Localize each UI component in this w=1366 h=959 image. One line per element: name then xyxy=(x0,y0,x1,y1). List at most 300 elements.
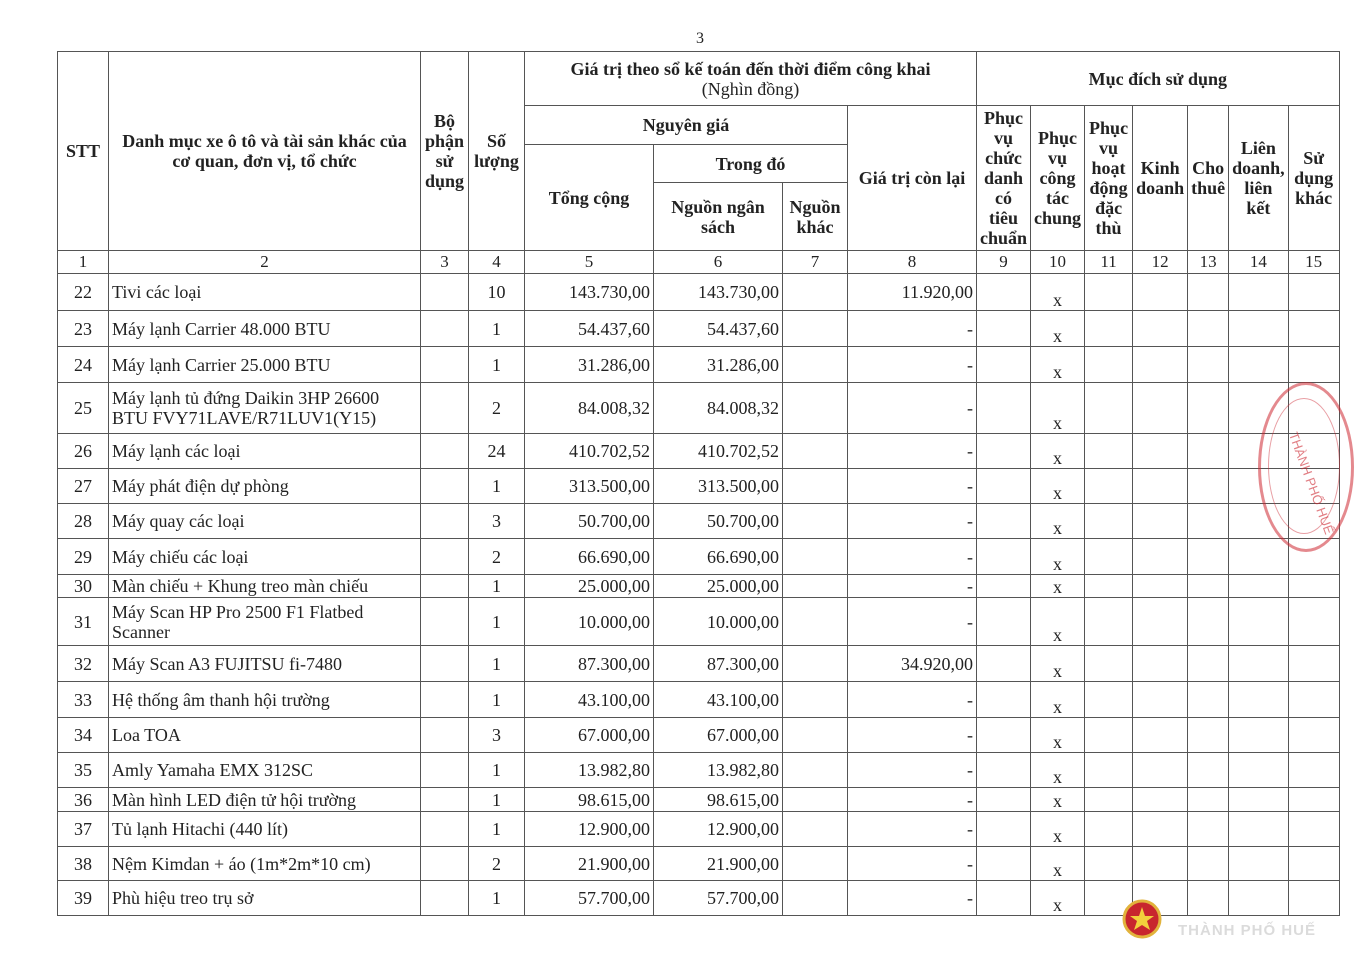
table-row xyxy=(58,812,1340,847)
total-cell: 66.690,00 xyxy=(525,539,654,575)
purpose-14-cell xyxy=(1229,598,1289,646)
total-cell: 43.100,00 xyxy=(525,682,654,718)
other-source-cell xyxy=(783,753,848,788)
column-number: 3 xyxy=(421,251,469,274)
purpose-14-cell xyxy=(1229,274,1289,311)
column-number: 9 xyxy=(977,251,1031,274)
other-source-cell xyxy=(783,646,848,682)
budget-source-cell: 143.730,00 xyxy=(654,274,783,311)
other-source-cell xyxy=(783,539,848,575)
purpose-15-cell xyxy=(1288,682,1339,718)
stt-cell: 24 xyxy=(58,347,109,383)
purpose-12-cell xyxy=(1133,753,1188,788)
total-cell: 313.500,00 xyxy=(525,469,654,504)
department-cell xyxy=(421,504,469,539)
purpose-11-cell xyxy=(1085,469,1133,504)
purpose-9-cell xyxy=(977,347,1031,383)
table-row xyxy=(58,383,1340,434)
purpose-13-cell xyxy=(1188,646,1229,682)
table-row xyxy=(58,646,1340,682)
budget-source-cell: 50.700,00 xyxy=(654,504,783,539)
purpose-13-cell xyxy=(1188,469,1229,504)
total-cell: 10.000,00 xyxy=(525,598,654,646)
remaining-value-cell: - xyxy=(848,434,977,469)
department-cell xyxy=(421,383,469,434)
purpose-11-cell xyxy=(1085,575,1133,598)
header-of-which: Trong đó xyxy=(654,145,848,183)
column-number: 14 xyxy=(1229,251,1289,274)
stt-cell: 26 xyxy=(58,434,109,469)
header-remaining-value: Giá trị còn lại xyxy=(848,106,977,251)
stt-cell: 31 xyxy=(58,598,109,646)
purpose-11-cell xyxy=(1085,383,1133,434)
total-cell: 410.702,52 xyxy=(525,434,654,469)
other-source-cell xyxy=(783,881,848,916)
table-header xyxy=(58,52,1340,274)
other-source-cell xyxy=(783,847,848,881)
other-source-cell xyxy=(783,718,848,753)
budget-source-cell: 87.300,00 xyxy=(654,646,783,682)
budget-source-cell: 21.900,00 xyxy=(654,847,783,881)
purpose-11-cell xyxy=(1085,311,1133,347)
asset-name-cell: Nệm Kimdan + áo (1m*2m*10 cm) xyxy=(109,847,421,881)
other-source-cell xyxy=(783,434,848,469)
purpose-12-cell xyxy=(1133,598,1188,646)
purpose-13-cell xyxy=(1188,812,1229,847)
budget-source-cell: 13.982,80 xyxy=(654,753,783,788)
purpose-10-cell: x xyxy=(1031,504,1085,539)
table-row xyxy=(58,434,1340,469)
stt-cell: 25 xyxy=(58,383,109,434)
budget-source-cell: 98.615,00 xyxy=(654,788,783,812)
quantity-cell: 1 xyxy=(469,646,525,682)
header-purpose-10: Phục vụ công tác chung xyxy=(1031,106,1085,251)
purpose-14-cell xyxy=(1229,847,1289,881)
purpose-14-cell xyxy=(1229,646,1289,682)
purpose-14-cell xyxy=(1229,788,1289,812)
department-cell xyxy=(421,274,469,311)
header-stt: STT xyxy=(58,52,109,251)
purpose-13-cell xyxy=(1188,539,1229,575)
asset-name-cell: Amly Yamaha EMX 312SC xyxy=(109,753,421,788)
purpose-11-cell xyxy=(1085,347,1133,383)
purpose-15-cell xyxy=(1288,812,1339,847)
purpose-11-cell xyxy=(1085,598,1133,646)
purpose-13-cell xyxy=(1188,847,1229,881)
quantity-cell: 1 xyxy=(469,598,525,646)
other-source-cell xyxy=(783,311,848,347)
purpose-11-cell xyxy=(1085,434,1133,469)
other-source-cell xyxy=(783,812,848,847)
remaining-value-cell: 34.920,00 xyxy=(848,646,977,682)
other-source-cell xyxy=(783,504,848,539)
header-department: Bộ phận sử dụng xyxy=(421,52,469,251)
budget-source-cell: 25.000,00 xyxy=(654,575,783,598)
purpose-13-cell xyxy=(1188,682,1229,718)
purpose-9-cell xyxy=(977,682,1031,718)
header-purpose-9: Phục vụ chức danh có tiêu chuẩn xyxy=(977,106,1031,251)
purpose-13-cell xyxy=(1188,598,1229,646)
header-other-source: Nguồn khác xyxy=(783,183,848,251)
purpose-15-cell xyxy=(1288,718,1339,753)
quantity-cell: 1 xyxy=(469,575,525,598)
remaining-value-cell: - xyxy=(848,539,977,575)
stt-cell: 23 xyxy=(58,311,109,347)
purpose-12-cell xyxy=(1133,311,1188,347)
stt-cell: 32 xyxy=(58,646,109,682)
total-cell: 57.700,00 xyxy=(525,881,654,916)
purpose-11-cell xyxy=(1085,504,1133,539)
asset-name-line-1: Máy lạnh tủ đứng Daikin 3HP 26600 xyxy=(112,388,380,408)
header-quantity: Số lượng xyxy=(469,52,525,251)
table-row xyxy=(58,847,1340,881)
department-cell xyxy=(421,847,469,881)
purpose-9-cell xyxy=(977,812,1031,847)
purpose-14-cell xyxy=(1229,753,1289,788)
purpose-12-cell xyxy=(1133,812,1188,847)
table-row xyxy=(58,311,1340,347)
purpose-9-cell xyxy=(977,718,1031,753)
header-original-price: Nguyên giá xyxy=(525,106,848,145)
header-purpose-12: Kinh doanh xyxy=(1133,106,1188,251)
quantity-cell: 24 xyxy=(469,434,525,469)
book-value-unit: (Nghìn đồng) xyxy=(701,78,800,99)
purpose-12-cell xyxy=(1133,347,1188,383)
column-number: 2 xyxy=(109,251,421,274)
purpose-9-cell xyxy=(977,311,1031,347)
department-cell xyxy=(421,598,469,646)
table-row xyxy=(58,575,1340,598)
purpose-13-cell xyxy=(1188,753,1229,788)
purpose-13-cell xyxy=(1188,274,1229,311)
remaining-value-cell: - xyxy=(848,788,977,812)
purpose-9-cell xyxy=(977,847,1031,881)
quantity-cell: 1 xyxy=(469,753,525,788)
quantity-cell: 1 xyxy=(469,682,525,718)
purpose-10-cell: x xyxy=(1031,311,1085,347)
asset-name-cell: Tủ lạnh Hitachi (440 lít) xyxy=(109,812,421,847)
purpose-9-cell xyxy=(977,881,1031,916)
purpose-10-cell: x xyxy=(1031,788,1085,812)
remaining-value-cell: - xyxy=(848,347,977,383)
purpose-15-cell xyxy=(1288,847,1339,881)
book-value-title: Giá trị theo sổ kế toán đến thời điểm công khai xyxy=(570,58,931,79)
table-row xyxy=(58,753,1340,788)
quantity-cell: 3 xyxy=(469,504,525,539)
purpose-10-cell: x xyxy=(1031,539,1085,575)
purpose-10-cell: x xyxy=(1031,347,1085,383)
purpose-13-cell xyxy=(1188,311,1229,347)
other-source-cell xyxy=(783,347,848,383)
purpose-12-cell xyxy=(1133,274,1188,311)
purpose-13-cell xyxy=(1188,383,1229,434)
table-row xyxy=(58,347,1340,383)
quantity-cell: 1 xyxy=(469,469,525,504)
stt-cell: 38 xyxy=(58,847,109,881)
total-cell: 67.000,00 xyxy=(525,718,654,753)
purpose-10-cell: x xyxy=(1031,274,1085,311)
purpose-15-cell xyxy=(1288,788,1339,812)
budget-source-cell: 66.690,00 xyxy=(654,539,783,575)
table-row xyxy=(58,274,1340,311)
header-purpose-15: Sử dụng khác xyxy=(1288,106,1339,251)
purpose-15-cell xyxy=(1288,575,1339,598)
remaining-value-cell: - xyxy=(848,598,977,646)
purpose-11-cell xyxy=(1085,753,1133,788)
asset-name-cell: Máy quay các loại xyxy=(109,504,421,539)
purpose-10-cell: x xyxy=(1031,383,1085,434)
total-cell: 54.437,60 xyxy=(525,311,654,347)
purpose-12-cell xyxy=(1133,539,1188,575)
header-category: Danh mục xe ô tô và tài sản khác của cơ quan, đơn vị, tổ chức xyxy=(109,52,421,251)
asset-name-cell: Phù hiệu treo trụ sở xyxy=(109,881,421,916)
purpose-15-cell xyxy=(1288,881,1339,916)
quantity-cell: 1 xyxy=(469,311,525,347)
stt-cell: 27 xyxy=(58,469,109,504)
purpose-9-cell xyxy=(977,383,1031,434)
budget-source-cell: 67.000,00 xyxy=(654,718,783,753)
asset-name-cell: Hệ thống âm thanh hội trường xyxy=(109,682,421,718)
purpose-9-cell xyxy=(977,539,1031,575)
purpose-15-cell xyxy=(1288,646,1339,682)
total-cell: 98.615,00 xyxy=(525,788,654,812)
department-cell xyxy=(421,788,469,812)
quantity-cell: 2 xyxy=(469,383,525,434)
purpose-13-cell xyxy=(1188,788,1229,812)
purpose-9-cell xyxy=(977,434,1031,469)
asset-name-cell: Máy Scan A3 FUJITSU fi-7480 xyxy=(109,646,421,682)
quantity-cell: 3 xyxy=(469,718,525,753)
stt-cell: 37 xyxy=(58,812,109,847)
purpose-13-cell xyxy=(1188,504,1229,539)
purpose-12-cell xyxy=(1133,434,1188,469)
header-total: Tổng cộng xyxy=(525,145,654,251)
purpose-10-cell: x xyxy=(1031,812,1085,847)
purpose-14-cell xyxy=(1229,311,1289,347)
asset-name-cell: Màn chiếu + Khung treo màn chiếu xyxy=(109,575,421,598)
department-cell xyxy=(421,682,469,718)
stt-cell: 34 xyxy=(58,718,109,753)
table-row xyxy=(58,469,1340,504)
column-number: 10 xyxy=(1031,251,1085,274)
purpose-15-cell xyxy=(1288,598,1339,646)
asset-name-cell: Máy phát điện dự phòng xyxy=(109,469,421,504)
department-cell xyxy=(421,718,469,753)
purpose-13-cell xyxy=(1188,881,1229,916)
department-cell xyxy=(421,881,469,916)
seal-text: THÀNH PHỐ HUẾ xyxy=(1285,430,1337,537)
stt-cell: 22 xyxy=(58,274,109,311)
department-cell xyxy=(421,539,469,575)
table-row xyxy=(58,718,1340,753)
budget-source-cell: 10.000,00 xyxy=(654,598,783,646)
purpose-15-cell xyxy=(1288,311,1339,347)
stt-cell: 39 xyxy=(58,881,109,916)
purpose-11-cell xyxy=(1085,682,1133,718)
department-cell xyxy=(421,646,469,682)
header-budget-source: Nguồn ngân sách xyxy=(654,183,783,251)
column-number: 8 xyxy=(848,251,977,274)
column-number: 4 xyxy=(469,251,525,274)
purpose-12-cell xyxy=(1133,847,1188,881)
other-source-cell xyxy=(783,682,848,718)
budget-source-cell: 313.500,00 xyxy=(654,469,783,504)
quantity-cell: 1 xyxy=(469,881,525,916)
purpose-14-cell xyxy=(1229,812,1289,847)
purpose-14-cell xyxy=(1229,575,1289,598)
purpose-10-cell: x xyxy=(1031,881,1085,916)
asset-name-cell: Máy lạnh Carrier 25.000 BTU xyxy=(109,347,421,383)
stt-cell: 30 xyxy=(58,575,109,598)
budget-source-cell: 54.437,60 xyxy=(654,311,783,347)
header-purpose: Mục đích sử dụng xyxy=(977,52,1340,106)
table-body xyxy=(58,274,1340,916)
purpose-11-cell xyxy=(1085,788,1133,812)
purpose-12-cell xyxy=(1133,504,1188,539)
column-number: 1 xyxy=(58,251,109,274)
purpose-10-cell: x xyxy=(1031,434,1085,469)
budget-source-cell: 43.100,00 xyxy=(654,682,783,718)
other-source-cell xyxy=(783,383,848,434)
table-row xyxy=(58,539,1340,575)
purpose-9-cell xyxy=(977,274,1031,311)
total-cell: 84.008,32 xyxy=(525,383,654,434)
column-number-row xyxy=(58,251,1340,274)
purpose-14-cell xyxy=(1229,539,1289,575)
purpose-14-cell xyxy=(1229,682,1289,718)
budget-source-cell: 410.702,52 xyxy=(654,434,783,469)
purpose-11-cell xyxy=(1085,812,1133,847)
purpose-10-cell: x xyxy=(1031,598,1085,646)
header-purpose-11: Phục vụ hoạt động đặc thù xyxy=(1085,106,1133,251)
purpose-9-cell xyxy=(977,753,1031,788)
watermark-text: THÀNH PHỐ HUẾ xyxy=(1178,922,1317,939)
department-cell xyxy=(421,753,469,788)
table-row xyxy=(58,504,1340,539)
purpose-13-cell xyxy=(1188,575,1229,598)
remaining-value-cell: - xyxy=(848,718,977,753)
table-row xyxy=(58,788,1340,812)
purpose-11-cell xyxy=(1085,646,1133,682)
asset-name-cell: Màn hình LED điện tử hội trường xyxy=(109,788,421,812)
total-cell: 50.700,00 xyxy=(525,504,654,539)
remaining-value-cell: - xyxy=(848,575,977,598)
purpose-13-cell xyxy=(1188,718,1229,753)
purpose-13-cell xyxy=(1188,347,1229,383)
quantity-cell: 1 xyxy=(469,347,525,383)
remaining-value-cell: - xyxy=(848,469,977,504)
remaining-value-cell: - xyxy=(848,383,977,434)
quantity-cell: 2 xyxy=(469,847,525,881)
purpose-14-cell xyxy=(1229,718,1289,753)
stt-cell: 33 xyxy=(58,682,109,718)
department-cell xyxy=(421,469,469,504)
purpose-9-cell xyxy=(977,575,1031,598)
remaining-value-cell: - xyxy=(848,682,977,718)
purpose-10-cell: x xyxy=(1031,469,1085,504)
asset-name-cell: Tivi các loại xyxy=(109,274,421,311)
stt-cell: 29 xyxy=(58,539,109,575)
column-number: 5 xyxy=(525,251,654,274)
remaining-value-cell: 11.920,00 xyxy=(848,274,977,311)
purpose-12-cell xyxy=(1133,718,1188,753)
column-number: 12 xyxy=(1133,251,1188,274)
remaining-value-cell: - xyxy=(848,504,977,539)
purpose-11-cell xyxy=(1085,274,1133,311)
other-source-cell xyxy=(783,575,848,598)
asset-table xyxy=(57,51,1340,916)
purpose-10-cell: x xyxy=(1031,575,1085,598)
column-number: 6 xyxy=(654,251,783,274)
quantity-cell: 2 xyxy=(469,539,525,575)
quantity-cell: 10 xyxy=(469,274,525,311)
total-cell: 13.982,80 xyxy=(525,753,654,788)
purpose-14-cell xyxy=(1229,347,1289,383)
other-source-cell xyxy=(783,274,848,311)
purpose-12-cell xyxy=(1133,575,1188,598)
table-row xyxy=(58,682,1340,718)
asset-name-cell xyxy=(109,598,421,646)
total-cell: 31.286,00 xyxy=(525,347,654,383)
purpose-12-cell xyxy=(1133,469,1188,504)
department-cell xyxy=(421,434,469,469)
purpose-10-cell: x xyxy=(1031,718,1085,753)
column-number: 13 xyxy=(1188,251,1229,274)
quantity-cell: 1 xyxy=(469,812,525,847)
purpose-10-cell: x xyxy=(1031,847,1085,881)
purpose-9-cell xyxy=(977,598,1031,646)
asset-name-cell xyxy=(109,383,421,434)
table-row xyxy=(58,598,1340,646)
purpose-15-cell xyxy=(1288,753,1339,788)
total-cell: 25.000,00 xyxy=(525,575,654,598)
other-source-cell xyxy=(783,598,848,646)
asset-name-line-1: Máy Scan HP Pro 2500 F1 Flatbed xyxy=(112,601,364,622)
purpose-11-cell xyxy=(1085,539,1133,575)
purpose-15-cell xyxy=(1288,347,1339,383)
page-number: 3 xyxy=(696,30,704,47)
total-cell: 12.900,00 xyxy=(525,812,654,847)
remaining-value-cell: - xyxy=(848,753,977,788)
column-number: 15 xyxy=(1288,251,1339,274)
budget-source-cell: 31.286,00 xyxy=(654,347,783,383)
budget-source-cell: 84.008,32 xyxy=(654,383,783,434)
purpose-9-cell xyxy=(977,504,1031,539)
purpose-12-cell xyxy=(1133,788,1188,812)
asset-name-line-2: BTU FVY71LAVE/R71LUV1(Y15) xyxy=(112,408,377,428)
quantity-cell: 1 xyxy=(469,788,525,812)
purpose-9-cell xyxy=(977,788,1031,812)
asset-name-cell: Máy lạnh Carrier 48.000 BTU xyxy=(109,311,421,347)
asset-name-cell: Máy chiếu các loại xyxy=(109,539,421,575)
purpose-15-cell xyxy=(1288,274,1339,311)
purpose-10-cell: x xyxy=(1031,646,1085,682)
remaining-value-cell: - xyxy=(848,311,977,347)
column-number: 11 xyxy=(1085,251,1133,274)
total-cell: 21.900,00 xyxy=(525,847,654,881)
total-cell: 87.300,00 xyxy=(525,646,654,682)
remaining-value-cell: - xyxy=(848,881,977,916)
asset-name-cell: Loa TOA xyxy=(109,718,421,753)
department-cell xyxy=(421,575,469,598)
purpose-11-cell xyxy=(1085,847,1133,881)
remaining-value-cell: - xyxy=(848,847,977,881)
purpose-14-cell xyxy=(1229,881,1289,916)
stt-cell: 36 xyxy=(58,788,109,812)
other-source-cell xyxy=(783,788,848,812)
asset-name-line-2: Scanner xyxy=(112,621,170,642)
purpose-13-cell xyxy=(1188,434,1229,469)
